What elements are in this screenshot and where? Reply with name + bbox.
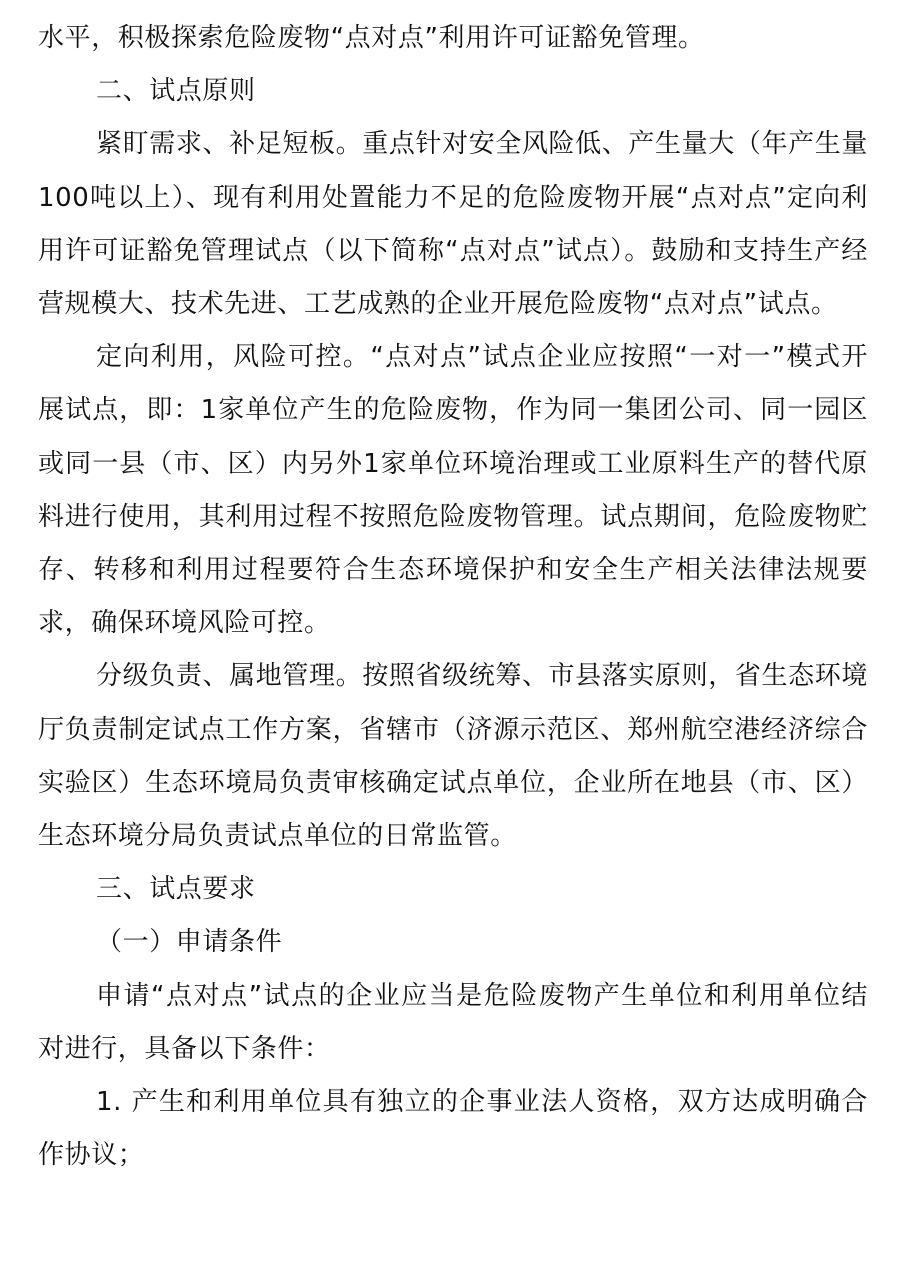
- list-item-condition-1: 1. 产生和利用单位具有独立的企事业法人资格，双方达成明确合作协议；: [38, 1087, 868, 1171]
- subheading-application-conditions: （一）申请条件: [96, 927, 283, 958]
- paragraph-application-intro: 申请“点对点”试点的企业应当是危险废物产生单位和利用单位结对进行，具备以下条件：: [38, 980, 868, 1064]
- heading-pilot-principles: 二、试点原则: [96, 76, 256, 107]
- paragraph-intro-tail: 水平，积极探索危险废物“点对点”利用许可证豁免管理。: [38, 23, 705, 53]
- document-page: [38, 12, 868, 1182]
- heading-pilot-requirements: 三、试点要求: [96, 874, 256, 905]
- paragraph-principle-tiered-responsibility: 分级负责、属地管理。按照省级统筹、市县落实原则，省生态环境厅负责制定试点工作方案，省辖市（济源示范区、郑州航空港经济综合实验区）生态环境局负责审核确定试点单位，企业所在地县（市、区）生态环境分局负责试点单位的日常监管。: [38, 661, 868, 852]
- paragraph-principle-directed-use: 定向利用，风险可控。“点对点”试点企业应按照“一对一”模式开展试点，即：1家单位产生的危险废物，作为同一集团公司、同一园区或同一县（市、区）内另外1家单位环境治理或工业原料生产的替代原料进行使用，其利用过程不按照危险废物管理。试点期间，危险废物贮存、转移和利用过程要符合生态环境保护和安全生产相关法律法规要求，确保环境风险可控。: [38, 342, 868, 639]
- paragraph-principle-demand: 紧盯需求、补足短板。重点针对安全风险低、产生量大（年产生量100吨以上）、现有利用处置能力不足的危险废物开展“点对点”定向利用许可证豁免管理试点（以下简称“点对点”试点）。鼓励和支持生产经营规模大、技术先进、工艺成熟的企业开展危险废物“点对点”试点。: [38, 129, 868, 320]
